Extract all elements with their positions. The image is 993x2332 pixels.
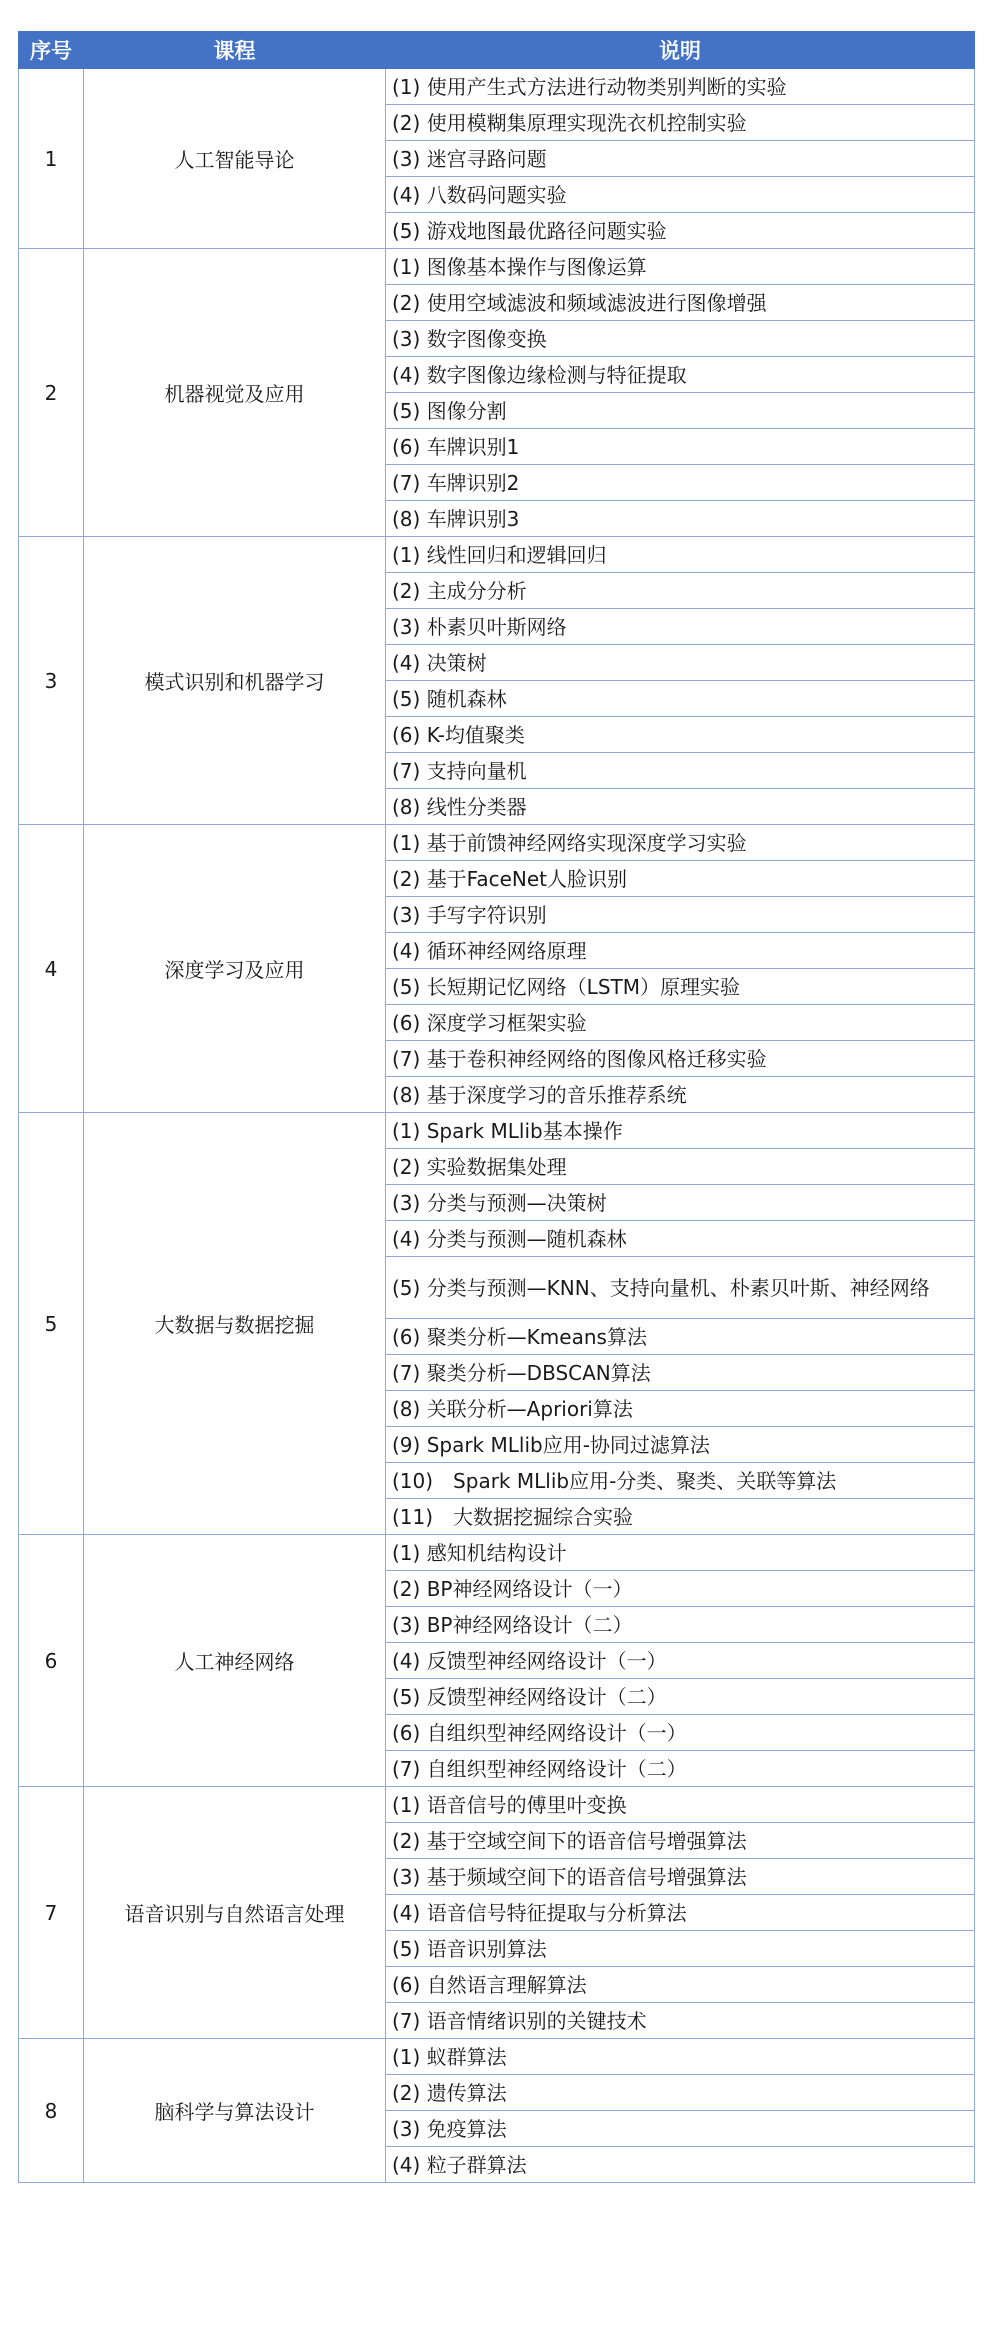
course-name: 人工神经网络 [84,1535,386,1787]
experiment-item: (4) 语音信号特征提取与分析算法 [386,1895,975,1931]
experiment-item: (8) 车牌识别3 [386,501,975,537]
experiment-item: (7) 自组织型神经网络设计（二） [386,1751,975,1787]
experiment-item: (6) 车牌识别1 [386,429,975,465]
course-index: 4 [19,825,84,1113]
experiment-item: (6) 聚类分析—Kmeans算法 [386,1319,975,1355]
course-index: 1 [19,69,84,249]
table-row [19,69,975,105]
course-name: 深度学习及应用 [84,825,386,1113]
header-index: 序号 [19,32,84,69]
experiment-item: (7) 语音情绪识别的关键技术 [386,2003,975,2039]
experiment-item: (7) 车牌识别2 [386,465,975,501]
experiment-item: (8) 关联分析—Apriori算法 [386,1391,975,1427]
experiment-item: (3) 朴素贝叶斯网络 [386,609,975,645]
experiment-item: (3) 分类与预测—决策树 [386,1185,975,1221]
table-row [19,1535,975,1571]
experiment-item: (1) 使用产生式方法进行动物类别判断的实验 [386,69,975,105]
experiment-item: (1) 蚁群算法 [386,2039,975,2075]
experiment-item: (5) 游戏地图最优路径问题实验 [386,213,975,249]
course-name: 模式识别和机器学习 [84,537,386,825]
table-row [19,825,975,861]
experiment-item: (2) 实验数据集处理 [386,1149,975,1185]
experiment-item: (2) 使用模糊集原理实现洗衣机控制实验 [386,105,975,141]
experiment-item: (6) 自然语言理解算法 [386,1967,975,2003]
experiment-item: (1) Spark MLlib基本操作 [386,1113,975,1149]
course-table [18,31,975,2183]
course-name: 语音识别与自然语言处理 [84,1787,386,2039]
course-name: 大数据与数据挖掘 [84,1113,386,1535]
experiment-item: (4) 决策树 [386,645,975,681]
experiment-item: (8) 线性分类器 [386,789,975,825]
experiment-item: (3) 免疫算法 [386,2111,975,2147]
experiment-item: (8) 基于深度学习的音乐推荐系统 [386,1077,975,1113]
experiment-item: (9) Spark MLlib应用-协同过滤算法 [386,1427,975,1463]
experiment-item: (5) 随机森林 [386,681,975,717]
experiment-item: (6) 深度学习框架实验 [386,1005,975,1041]
experiment-item: (2) 基于空域空间下的语音信号增强算法 [386,1823,975,1859]
header-row [19,32,975,69]
experiment-item: (4) 粒子群算法 [386,2147,975,2183]
table-row [19,1787,975,1823]
experiment-item: (5) 反馈型神经网络设计（二） [386,1679,975,1715]
experiment-item: (4) 数字图像边缘检测与特征提取 [386,357,975,393]
table-row [19,2039,975,2075]
experiment-item: (7) 聚类分析—DBSCAN算法 [386,1355,975,1391]
experiment-item: (2) 遗传算法 [386,2075,975,2111]
experiment-item: (2) 主成分分析 [386,573,975,609]
experiment-item: (1) 基于前馈神经网络实现深度学习实验 [386,825,975,861]
experiment-item: (3) 基于频域空间下的语音信号增强算法 [386,1859,975,1895]
experiment-item: (3) 手写字符识别 [386,897,975,933]
course-index: 8 [19,2039,84,2183]
experiment-item: (4) 反馈型神经网络设计（一） [386,1643,975,1679]
experiment-item: (5) 长短期记忆网络（LSTM）原理实验 [386,969,975,1005]
header-course: 课程 [84,32,386,69]
course-name: 脑科学与算法设计 [84,2039,386,2183]
experiment-item: (7) 基于卷积神经网络的图像风格迁移实验 [386,1041,975,1077]
experiment-item: (1) 线性回归和逻辑回归 [386,537,975,573]
table-row [19,249,975,285]
course-index: 2 [19,249,84,537]
experiment-item: (2) BP神经网络设计（一） [386,1571,975,1607]
experiment-item: (7) 支持向量机 [386,753,975,789]
course-index: 5 [19,1113,84,1535]
experiment-item: (1) 语音信号的傅里叶变换 [386,1787,975,1823]
experiment-item: (5) 图像分割 [386,393,975,429]
course-index: 6 [19,1535,84,1787]
experiment-item: (1) 图像基本操作与图像运算 [386,249,975,285]
course-index: 7 [19,1787,84,2039]
experiment-item: (2) 基于FaceNet人脸识别 [386,861,975,897]
experiment-item: (4) 八数码问题实验 [386,177,975,213]
table-body [19,69,975,2183]
table-row [19,537,975,573]
course-index: 3 [19,537,84,825]
experiment-item: (1) 感知机结构设计 [386,1535,975,1571]
experiment-item: (4) 循环神经网络原理 [386,933,975,969]
course-name: 机器视觉及应用 [84,249,386,537]
course-name: 人工智能导论 [84,69,386,249]
table-row [19,1113,975,1149]
experiment-item: (3) 迷宫寻路问题 [386,141,975,177]
experiment-item: (5) 分类与预测—KNN、支持向量机、朴素贝叶斯、神经网络 [386,1257,975,1319]
experiment-item: (3) BP神经网络设计（二） [386,1607,975,1643]
experiment-item: (5) 语音识别算法 [386,1931,975,1967]
experiment-item: (6) 自组织型神经网络设计（一） [386,1715,975,1751]
experiment-item: (11) 大数据挖掘综合实验 [386,1499,975,1535]
experiment-item: (3) 数字图像变换 [386,321,975,357]
header-description: 说明 [386,32,975,69]
experiment-item: (4) 分类与预测—随机森林 [386,1221,975,1257]
experiment-item: (10) Spark MLlib应用-分类、聚类、关联等算法 [386,1463,975,1499]
experiment-item: (2) 使用空域滤波和频域滤波进行图像增强 [386,285,975,321]
experiment-item: (6) K-均值聚类 [386,717,975,753]
